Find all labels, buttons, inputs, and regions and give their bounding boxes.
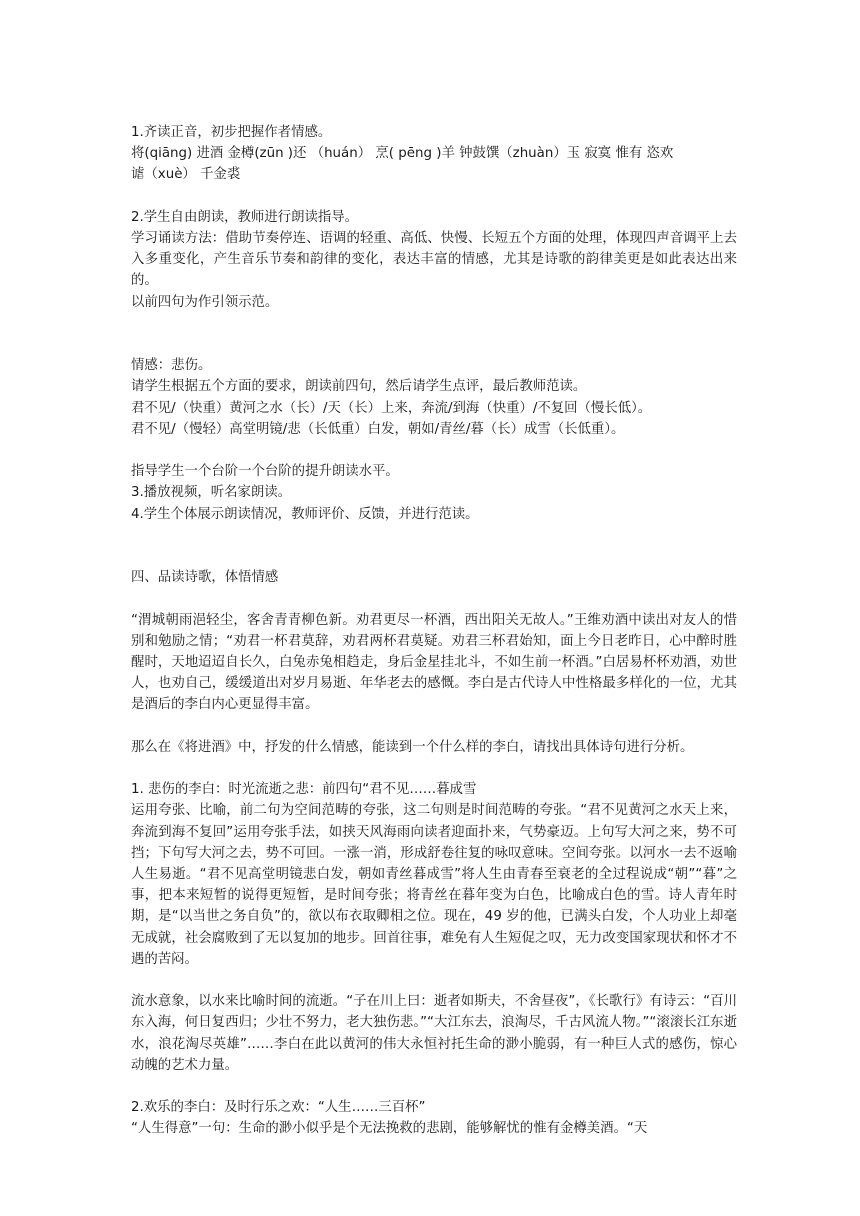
rhythm-line-1: 君不见/（快重）黄河之水（长）/天（长）上来，奔流/到海（快重）/不复回（慢长低）。 <box>131 400 652 416</box>
spacer <box>131 588 737 609</box>
pronunciation-line-2: 谑（xuè） 千金裘 <box>131 167 241 183</box>
spacer <box>131 758 737 779</box>
exaggeration-analysis-paragraph: 运用夸张、比喻，前二句为空间范畴的夸张，这二句则是时间范畴的夸张。“君不见黄河之水天上来，奔流到海不复回”运用夸张手法，如挟天风海雨向读者迎面扑来，气势豪迈。上句写大河之来，势不可挡；下句写大河之去，势不可回。一涨一消，形成舒卷往复的咏叹意味。空间夸张。以河水一去不返喻人生易逝。“君不见高堂明镜悲白发，朝如青丝暮成雪”将人生由青春至衰老的全过程说成“朝”“暮”之事，把本来短暂的说得更短暂，是时间夸张；将青丝在暮年变为白色，比喻成白色的雪。诗人青年时期，是“以当世之务自负”的，欲以布衣取卿相之位。现在，49 岁的他，已满头白发，个人功业上却毫无成就，社会腐败到了无以复加的地步。回首往事，难免有人生短促之叹，无力改变国家现状和怀才不遇的苦闷。 <box>131 803 737 967</box>
drinking-poems-paragraph: “渭城朝雨浥轻尘，客舍青青柳色新。劝君更尽一杯酒，西出阳关无故人。”王维劝酒中读出对友人的惜别和勉励之情；“劝君一杯君莫辞，劝君两杯君莫疑。劝君三杯君始知，面上今日老昨日，心中醉时胜醒时，天地迢迢自长久，白兔赤兔相趋走，身后金星挂北斗，不如生前一杯酒。”白居易杯杯劝酒，劝世人，也劝自己，缓缓道出对岁月易逝、年华老去的感慨。李白是古代诗人中性格最多样化的一位，尤其是酒后的李白内心更显得丰富。 <box>131 612 737 713</box>
rhythm-line-2: 君不见/（慢轻）高堂明镜/悲（长低重）白发，朝如/青丝/暮（长）成雪（长低重）。 <box>131 421 625 437</box>
water-imagery-paragraph: 流水意象，以水来比喻时间的流逝。“子在川上曰：逝者如斯夫，不舍昼夜”，《长歌行》有诗云：“百川东入海，何日复西归；少壮不努力，老大独伤悲。”“大江东去，浪淘尽，千古风流人物。”“滚滚长江东逝水，浪花淘尽英雄”……李白在此以黄河的伟大永恒衬托生命的渺小脆弱，有一种巨人式的感伤，惊心动魄的艺术力量。 <box>131 994 737 1073</box>
spacer <box>131 313 737 355</box>
demo-note: 以前四句为作引领示范。 <box>131 294 279 310</box>
section-4-heading: 四、品读诗歌，体悟情感 <box>131 570 279 586</box>
happy-libai-heading: 2.欢乐的李白：及时行乐之欢：“人生……三百杯” <box>131 1100 426 1116</box>
spacer <box>131 186 737 207</box>
step-4-heading: 4.学生个体展示朗读情况，教师评价、反馈，并进行范读。 <box>131 506 479 522</box>
spacer <box>131 1076 737 1097</box>
guidance-line: 指导学生一个台阶一个台阶的提升朗读水平。 <box>131 464 399 480</box>
step-2-heading: 2.学生自由朗读，教师进行朗读指导。 <box>131 209 359 225</box>
spacer <box>131 440 737 461</box>
life-pleasure-line: “人生得意”一句：生命的渺小似乎是个无法挽救的悲剧，能够解忧的惟有金樽美酒。“天 <box>131 1121 648 1137</box>
step-1-heading: 1.齐读正音，初步把握作者情感。 <box>131 125 332 140</box>
pronunciation-line-1: 将(qiāng) 进酒 金樽(zūn )还 （huán） 烹( pēng )羊 钟鼓馔（zhuàn）玉 寂寞 惟有 恣欢 <box>131 146 674 162</box>
emotion-label: 情感：悲伤。 <box>131 358 212 374</box>
spacer <box>131 525 737 567</box>
sad-libai-heading: 1. 悲伤的李白：时光流逝之悲：前四句“君不见……暮成雪 <box>131 782 477 798</box>
question-paragraph: 那么在《将进酒》中，抒发的什么情感，能读到一个什么样的李白，请找出具体诗句进行分析。 <box>131 739 694 755</box>
reading-instruction: 请学生根据五个方面的要求，朗读前四句，然后请学生点评，最后教师范读。 <box>131 379 587 395</box>
spacer <box>131 970 737 991</box>
recitation-method-paragraph: 学习诵读方法：借助节奏停连、语调的轻重、高低、快慢、长短五个方面的处理，体现四声音调平上去入多重变化，产生音乐节奏和韵律的变化，表达丰富的情感，尤其是诗歌的韵律美更是如此表达出来的。 <box>131 231 737 289</box>
document-body <box>131 122 737 1140</box>
step-3-heading: 3.播放视频，听名家朗读。 <box>131 485 292 501</box>
spacer <box>131 716 737 737</box>
